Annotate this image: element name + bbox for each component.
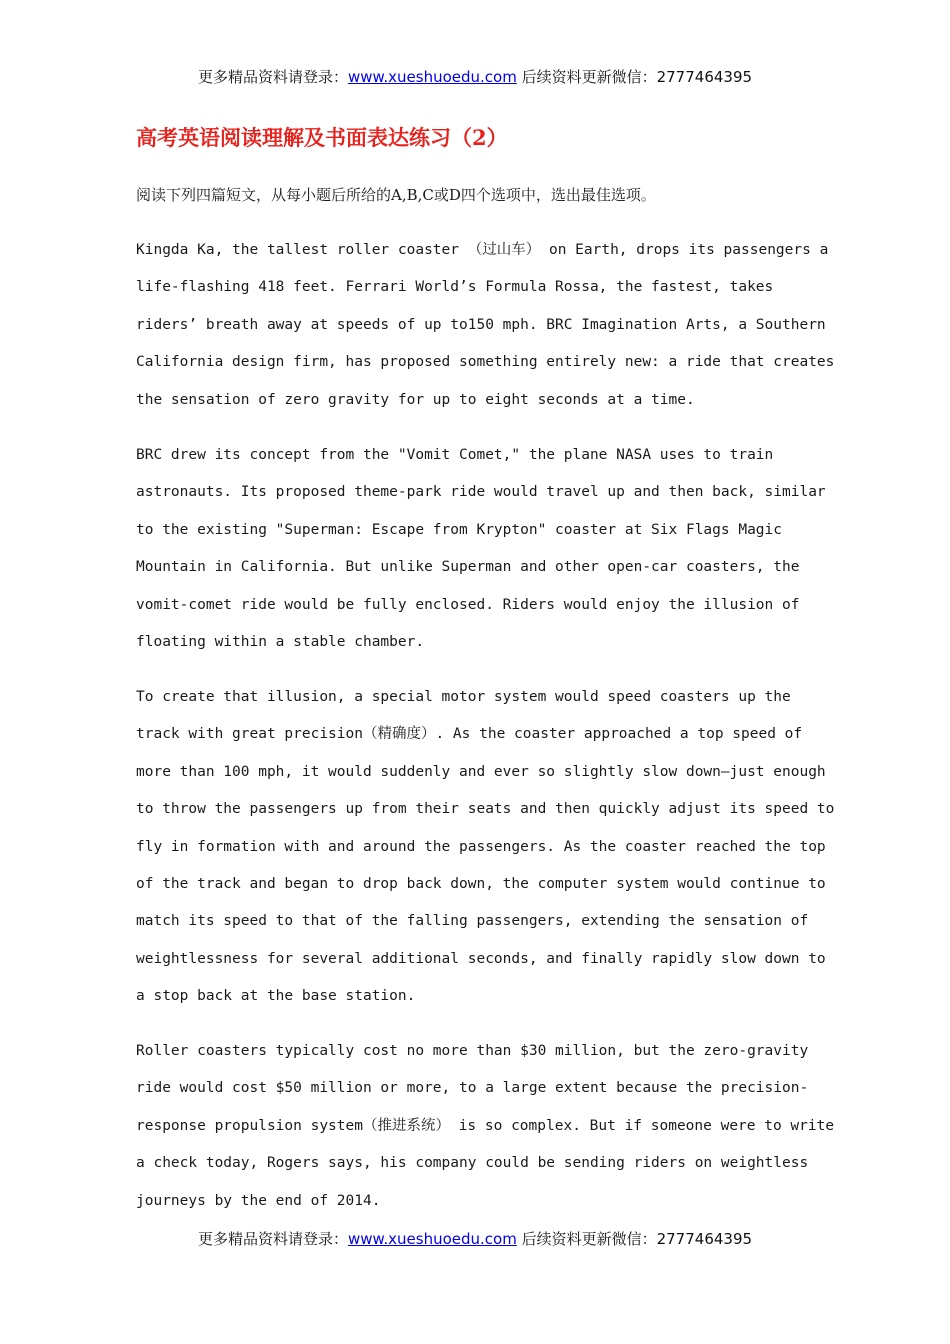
paragraph-line: to the existing "Superman: Escape from Krypton" coaster at Six Flags Magic xyxy=(136,521,783,538)
footer-link[interactable]: www.xueshuoedu.com xyxy=(347,1230,517,1248)
footer-suffix: 后续资料更新微信：2777464395 xyxy=(516,1230,753,1248)
paragraph-line: riders’ breath away at speeds of up to150 mph. BRC Imagination Arts, a Southern xyxy=(136,316,826,333)
header-link[interactable]: www.xueshuoedu.com xyxy=(347,68,517,86)
paragraph-line: journeys by the end of 2014. xyxy=(136,1192,381,1209)
paragraph-line: the sensation of zero gravity for up to eight seconds at a time. xyxy=(136,391,695,408)
paragraph-line: BRC drew its concept from the "Vomit Comet," the plane NASA uses to train xyxy=(136,447,774,463)
document-title: 高考英语阅读理解及书面表达练习（2） xyxy=(136,125,508,150)
paragraph-line: track with great precision（精确度）. As the coaster approached a top speed of xyxy=(136,726,803,743)
instruction-text: 阅读下列四篇短文，从每小题后所给的A,B,C或D四个选项中，选出最佳选项。 xyxy=(136,186,656,204)
footer-prefix: 更多精品资料请登录： xyxy=(197,1230,348,1248)
paragraph-3 xyxy=(136,679,835,1016)
paragraph-line: of the track and began to drop back down, the computer system would continue to xyxy=(136,876,826,893)
paragraph-1 xyxy=(136,232,835,419)
header-suffix: 后续资料更新微信：2777464395 xyxy=(516,68,753,86)
header-prefix: 更多精品资料请登录： xyxy=(197,68,348,86)
paragraph-line: life-flashing 418 feet. Ferrari World’s Formula Rossa, the fastest, takes xyxy=(136,279,774,296)
paragraph-line: ride would cost $50 million or more, to a large extent because the precision- xyxy=(136,1080,809,1097)
paragraph-line: To create that illusion, a special motor system would speed coasters up the xyxy=(136,689,791,705)
paragraph-line: a stop back at the base station. xyxy=(136,988,416,1005)
page-header xyxy=(0,66,950,87)
paragraph-line: Kingda Ka, the tallest roller coaster （过山车） on Earth, drops its passengers a xyxy=(136,242,829,258)
paragraph-line: floating within a stable chamber. xyxy=(136,634,425,651)
paragraph-line: California design firm, has proposed something entirely new: a ride that creates xyxy=(136,354,835,371)
paragraph-line: a check today, Rogers says, his company could be sending riders on weightless xyxy=(136,1155,809,1172)
paragraph-line: Roller coasters typically cost no more than $30 million, but the zero-gravity xyxy=(136,1043,809,1059)
page-footer xyxy=(0,1228,950,1249)
paragraph-line: Mountain in California. But unlike Superman and other open-car coasters, the xyxy=(136,559,800,576)
paragraph-line: more than 100 mph, it would suddenly and ever so slightly slow down—just enough xyxy=(136,763,826,780)
paragraph-line: vomit-comet ride would be fully enclosed. Riders would enjoy the illusion of xyxy=(136,596,800,613)
paragraph-line: match its speed to that of the falling passengers, extending the sensation of xyxy=(136,913,809,930)
paragraph-line: astronauts. Its proposed theme-park ride would travel up and then back, similar xyxy=(136,484,826,501)
paragraph-4 xyxy=(136,1033,835,1220)
paragraph-line: weightlessness for several additional seconds, and finally rapidly slow down to xyxy=(136,950,826,967)
paragraph-2 xyxy=(136,437,826,661)
paragraph-line: to throw the passengers up from their seats and then quickly adjust its speed to xyxy=(136,801,835,818)
paragraph-line: fly in formation with and around the passengers. As the coaster reached the top xyxy=(136,838,826,855)
paragraph-line: response propulsion system（推进系统） is so complex. But if someone were to write xyxy=(136,1117,835,1134)
